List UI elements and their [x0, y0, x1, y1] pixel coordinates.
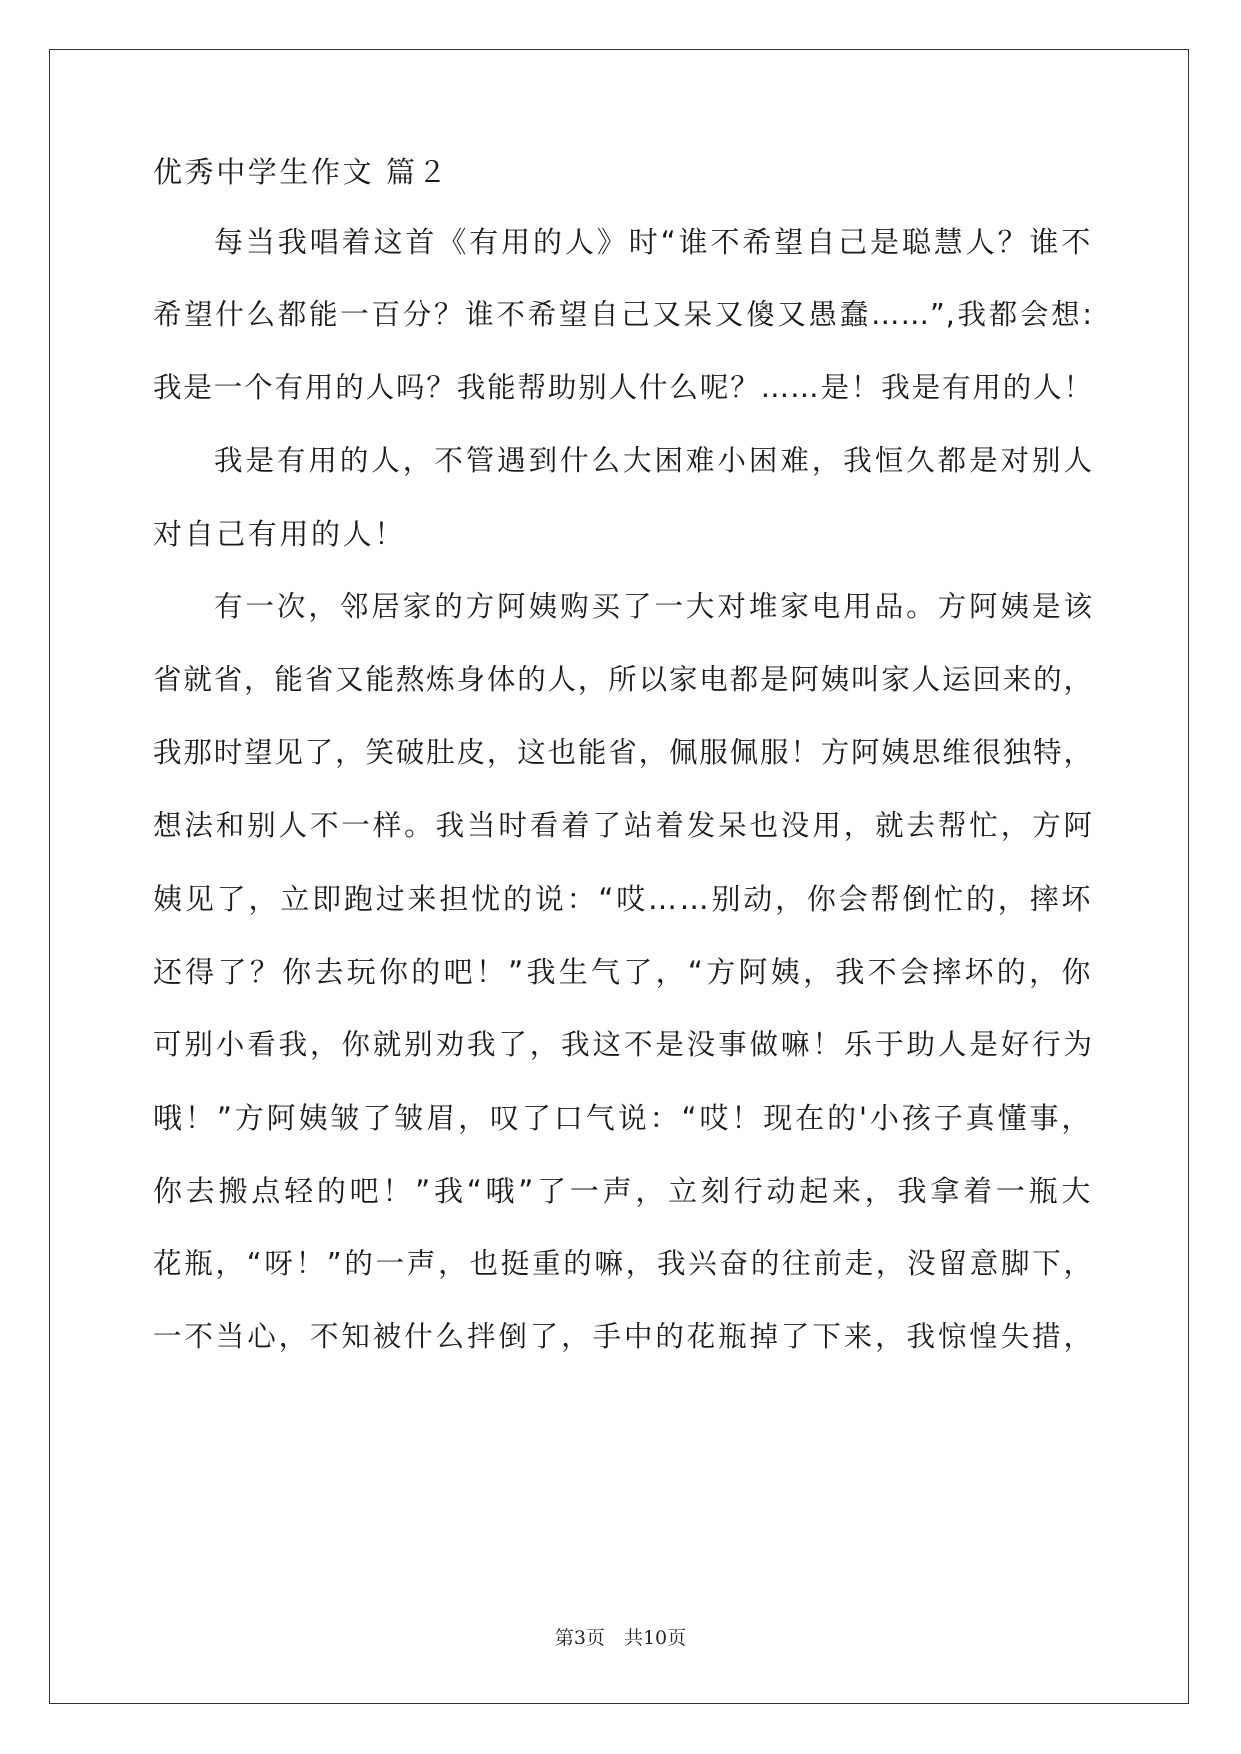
text-line: 我是有用的人，不管遇到什么大困难小困难，我恒久都是对别人: [214, 444, 1093, 477]
text-line: 花瓶，“呀！”的一声，也挺重的嘛，我兴奋的往前走，没留意脚下，: [153, 1247, 1093, 1280]
section-heading: 优秀中学生作文 篇２: [153, 155, 450, 189]
page-number: 第3页 共10页: [554, 1627, 687, 1649]
text-line: 可别小看我，你就别劝我了，我这不是没事做嘛！乐于助人是好行为: [153, 1028, 1093, 1061]
text-line: 哦！”方阿姨皱了皱眉，叹了口气说：“哎！现在的'小孩子真懂事，: [153, 1101, 1093, 1135]
text-line: 希望什么都能一百分？谁不希望自己又呆又傻又愚蠢……”,我都会想:: [153, 298, 1093, 331]
text-line: 姨见了，立即跑过来担忧的说：“哎……别动，你会帮倒忙的，摔坏: [153, 882, 1093, 916]
text-line: 你去搬点轻的吧！”我“哦”了一声，立刻行动起来，我拿着一瓶大: [153, 1174, 1093, 1208]
text-line: 还得了？你去玩你的吧！”我生气了，“方阿姨，我不会摔坏的，你: [153, 955, 1093, 989]
text-line: 想法和别人不一样。我当时看着了站着发呆也没用，就去帮忙，方阿: [153, 809, 1093, 842]
text-line: 我是一个有用的人吗？我能帮助别人什么呢？……是！我是有用的人！: [153, 371, 1093, 404]
text-line: 一不当心，不知被什么拌倒了，手中的花瓶掉了下来，我惊惶失措，: [153, 1320, 1093, 1353]
text-line: 有一次，邻居家的方阿姨购买了一大对堆家电用品。方阿姨是该: [214, 590, 1093, 623]
text-line: 每当我唱着这首《有用的人》时“谁不希望自己是聪慧人？谁不: [214, 225, 1093, 259]
text-line: 省就省，能省又能熬炼身体的人，所以家电都是阿姨叫家人运回来的，: [153, 663, 1093, 696]
text-line: 对自己有用的人！: [153, 517, 406, 551]
text-line: 我那时望见了，笑破肚皮，这也能省，佩服佩服！方阿姨思维很独特，: [153, 736, 1093, 769]
